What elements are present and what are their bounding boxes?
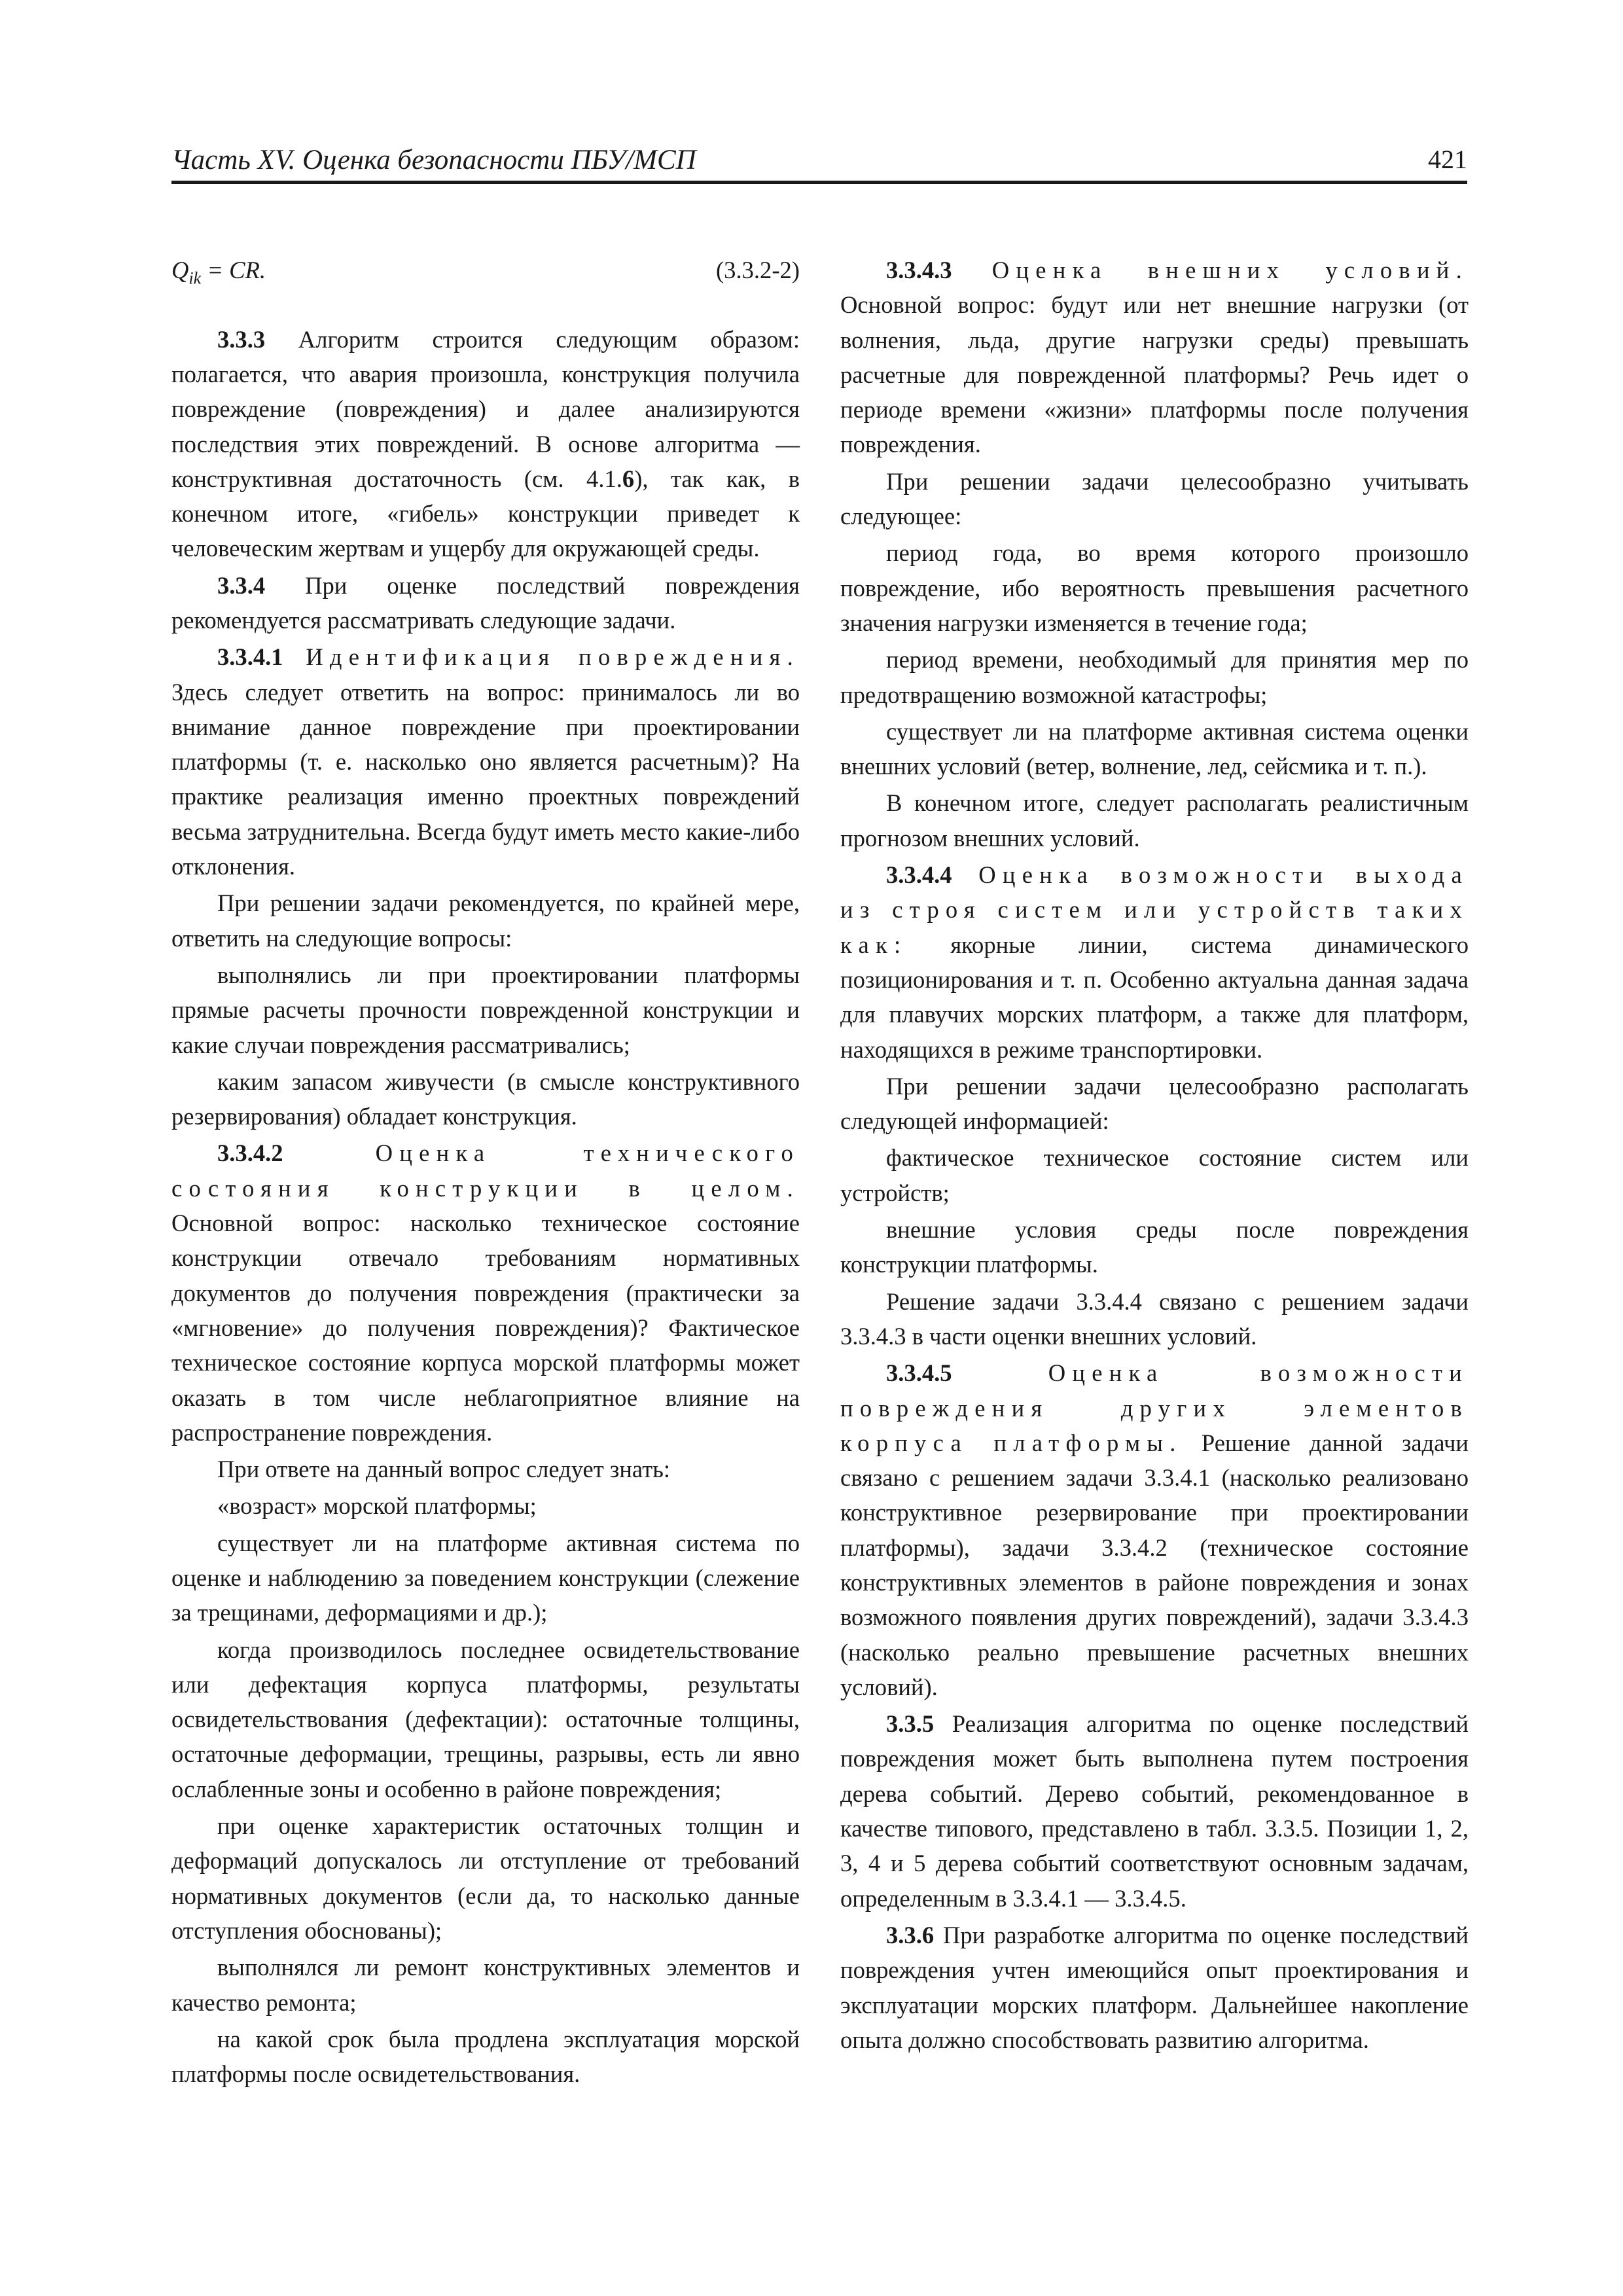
paragraph: При ответе на данный вопрос следует знать: [217,1456,671,1483]
list-item: «возраст» морской платформы; [217,1492,537,1520]
list-item: каким запасом живучести (в смысле конструктивного резервирования) обладает конструкция. [171,1067,800,1130]
list-item: при оценке характеристик остаточных толщин и деформаций допускалось ли отступление от требований нормативных документов (если да, то насколько данные отступления обоснованы); [171,1812,800,1944]
paragraph-3-3-4-1: 3.3.4.1 Идентификация повреждения. Здесь следует ответить на вопрос: принималось ли во внимание данное повреждение при проектировании платформы (т. е. насколько оно является расчетным)? На практике реализация именно проектных повреждений весьма затруднительна. Всегда будут иметь место какие-либо отклонения. [171,643,800,880]
paragraph-3-3-4-5: 3.3.4.5 Оценка возможности повреждения других элементов корпуса платформы. Решение данной задачи связано с решением задачи 3.3.4.1 (насколько реализовано конструктивное резервирование при проектировании платформы), задачи 3.3.4.2 (техническое состояние конструктивных элементов в районе повреждения и зонах возможного появления других повреждений), задачи 3.3.4.3 (насколько реально превышение расчетных внешних условий). [840,1359,1469,1700]
list-item: когда производилось последнее освидетельствование или дефектация корпуса платформы, результаты освидетельствования (дефектации): остаточные толщины, остаточные деформации, трещины, разрывы, есть ли явно ослабленные зоны и особенно в районе повреждения; [171,1636,800,1803]
list-item: внешние условия среды после повреждения конструкции платформы. [840,1216,1469,1278]
paragraph-3-3-6: 3.3.6 При разработке алгоритма по оценке последствий повреждения учтен имеющийся опыт проектирования и эксплуатации морских платформ. Дальнейшее накопление опыта должно способствовать развитию алгоритма. [840,1921,1469,2053]
list-item: существует ли на платформе активная система по оценке и наблюдению за поведением конструкции (слежение за трещинами, деформациями и др.); [171,1529,800,1626]
list-item: фактическое техническое состояние систем или устройств; [840,1144,1469,1206]
list-item: существует ли на платформе активная система оценки внешних условий (ветер, волнение, лед, сейсмика и т. п.). [840,717,1469,780]
right-column [840,253,1469,2057]
formula-3-3-2-2 [171,253,800,296]
formula-expression: $Q_{ik}$ = CR. [171,257,266,288]
paragraph-3-3-5: 3.3.5 Реализация алгоритма по оценке последствий повреждения может быть выполнена путем построения дерева событий. Дерево событий, рекомендованное в качестве типового, представлено в табл. 3.3.5. Позиции 1, 2, 3, 4 и 5 дерева событий соответствуют основным задачам, определенным в 3.3.4.1 — 3.3.4.5. [840,1710,1469,1912]
header-rule [171,181,1467,184]
list-item: выполнялись ли при проектировании платформы прямые расчеты прочности поврежденной конструкции и какие случаи повреждения рассматривались; [171,961,800,1058]
paragraph: Решение задачи 3.3.4.4 связано с решением задачи 3.3.4.3 в части оценки внешних условий. [840,1287,1469,1350]
paragraph: При решении задачи целесообразно учитывать следующее: [840,467,1469,530]
list-item: период года, во время которого произошло повреждение, ибо вероятность превышения расчетного значения нагрузки изменяется в течение года; [840,539,1469,636]
page-number: 421 [1428,145,1467,174]
list-item: выполнялся ли ремонт конструктивных элементов и качество ремонта; [171,1954,800,2016]
paragraph-3-3-4-4: 3.3.4.4 Оценка возможности выхода из строя систем или устройств таких как: якорные линии, система динамического позиционирования и т. п. Особенно актуальна данная задача для плавучих морских платформ, а также для платформ, находящихся в режиме транспортировки. [840,861,1469,1063]
paragraph: В конечном итоге, следует располагать реалистичным прогнозом внешних условий. [840,789,1469,852]
running-title: Часть XV. Оценка безопасности ПБУ/МСП [171,145,696,175]
page-header [171,139,1467,179]
paragraph-3-3-4: 3.3.4 При оценке последствий повреждения рекомендуется рассматривать следующие задачи. [171,571,800,634]
left-column [171,253,800,2091]
formula-number: (3.3.2-2) [716,257,800,283]
paragraph-3-3-4-3: 3.3.4.3 Оценка внешних условий. Основной вопрос: будут или нет внешние нагрузки (от волнения, льда, другие нагрузки среды) превышать расчетные для поврежденной платформы? Речь идет о периоде времени «жизни» платформы после получения повреждения. [840,257,1469,458]
paragraph: При решении задачи целесообразно располагать следующей информацией: [840,1072,1469,1135]
list-item: период времени, необходимый для принятия мер по предотвращению возможной катастрофы; [840,646,1469,708]
paragraph-3-3-4-2: 3.3.4.2 Оценка технического состояния конструкции в целом. Основной вопрос: насколько техническое состояние конструкции отвечало требованиям нормативных документов до получения повреждения (практически за «мгновение» до получения повреждения)? Фактическое техническое состояние корпуса морской платформы может оказать в том числе неблагоприятное влияние на распространение повреждения. [171,1139,800,1446]
paragraph: При решении задачи рекомендуется, по крайней мере, ответить на следующие вопросы: [171,889,800,952]
paragraph-3-3-3: 3.3.3 Алгоритм строится следующим образом: полагается, что авария произошла, конструкция получила повреждение (повреждения) и далее анализируются последствия этих повреждений. В основе алгоритма — конструктивная достаточность (см. 4.1.6), так как, в конечном итоге, «гибель» конструкции приведет к человеческим жертвам и ущербу для окружающей среды. [171,325,800,562]
list-item: на какой срок была продлена эксплуатация морской платформы после освидетельствования. [171,2025,800,2088]
